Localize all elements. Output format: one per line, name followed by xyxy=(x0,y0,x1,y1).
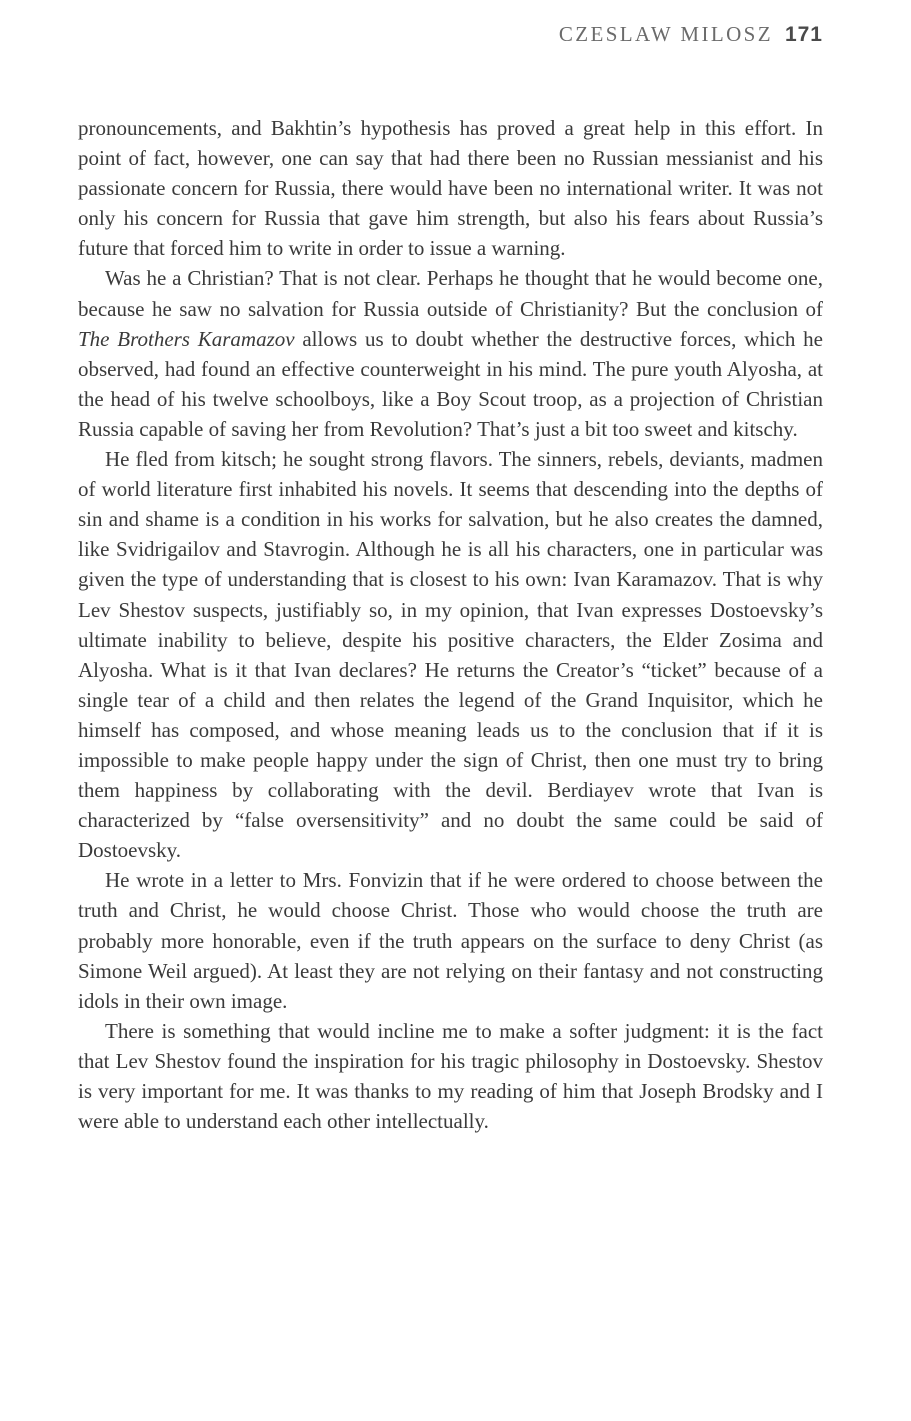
running-head xyxy=(559,22,823,47)
paragraph-christian-question xyxy=(78,263,823,444)
paragraph-fonvizin-letter: He wrote in a letter to Mrs. Fonvizin that if he were ordered to choose between the truth and Christ, he would choose Christ. Those who would choose the truth are probably more honorable, even if the truth appears on the surface to deny Christ (as Simone Weil argued). At least they are not relying on their fantasy and not constructing idols in their own image. xyxy=(78,868,823,1013)
paragraph-shestov: There is something that would incline me to make a softer judgment: it is the fact that Lev Shestov found the inspiration for his tragic philosophy in Dostoevsky. Shestov is very important for me. It was thanks to my reading of him that Joseph Brodsky and I were able to understand each other intellectually. xyxy=(78,1018,823,1134)
paragraph-continued: pronouncements, and Bakhtin’s hypothesis has proved a great help in this effort. In point of fact, however, one can say that had there been no Russian messianist and his passionate concern for Russia, there would have been no international writer. It was not only his concern for Russia that gave him strength, but also his fears about Russia’s future that forced him to write in order to issue a warning. xyxy=(78,116,823,261)
paragraph-text: Was he a Christian? That is not clear. Perhaps he thought that he would become one, because he saw no salvation for Russia outside of Christianity? But the conclusion of xyxy=(78,266,823,321)
paragraph-text: allows us to doubt whether the destructive forces, which he observed, had found an effective counterweight in his mind. The pure youth Alyosha, at the head of his twelve schoolboys, like a Boy Scout troop, as a projection of Christian Russia capable of saving her from Revolution? That’s just a bit too sweet and kitschy. xyxy=(78,326,823,441)
paragraph-kitsch: He fled from kitsch; he sought strong flavors. The sinners, rebels, deviants, madmen of world literature first inhabited his novels. It seems that descending into the depths of sin and shame is a condition in his works for salvation, but he also creates the damned, like Svidrigailov and Stavrogin. Although he is all his characters, one in particular was given the type of understanding that is closest to his own: Ivan Karamazov. That is why Lev Shestov suspects, justifiably so, in my opinion, that Ivan expresses Dostoevsky’s ultimate inability to believe, despite his positive characters, the Elder Zosima and Alyosha. What is it that Ivan declares? He returns the Creator’s “ticket” because of a single tear of a child and then relates the legend of the Grand Inquisitor, which he himself has composed, and whose meaning leads us to the conclusion that if it is impossible to make people happy under the sign of Christ, then one must try to bring them happiness by collaborating with the devil. Berdiayev wrote that Ivan is characterized by “false oversensitivity” and no doubt the same could be said of Dostoevsky. xyxy=(78,447,823,863)
book-title: The Brothers Karamazov xyxy=(78,326,295,351)
running-head-author: CZESLAW MILOSZ xyxy=(558,22,773,46)
body-text xyxy=(78,113,823,1136)
page-number: 171 xyxy=(784,23,823,46)
